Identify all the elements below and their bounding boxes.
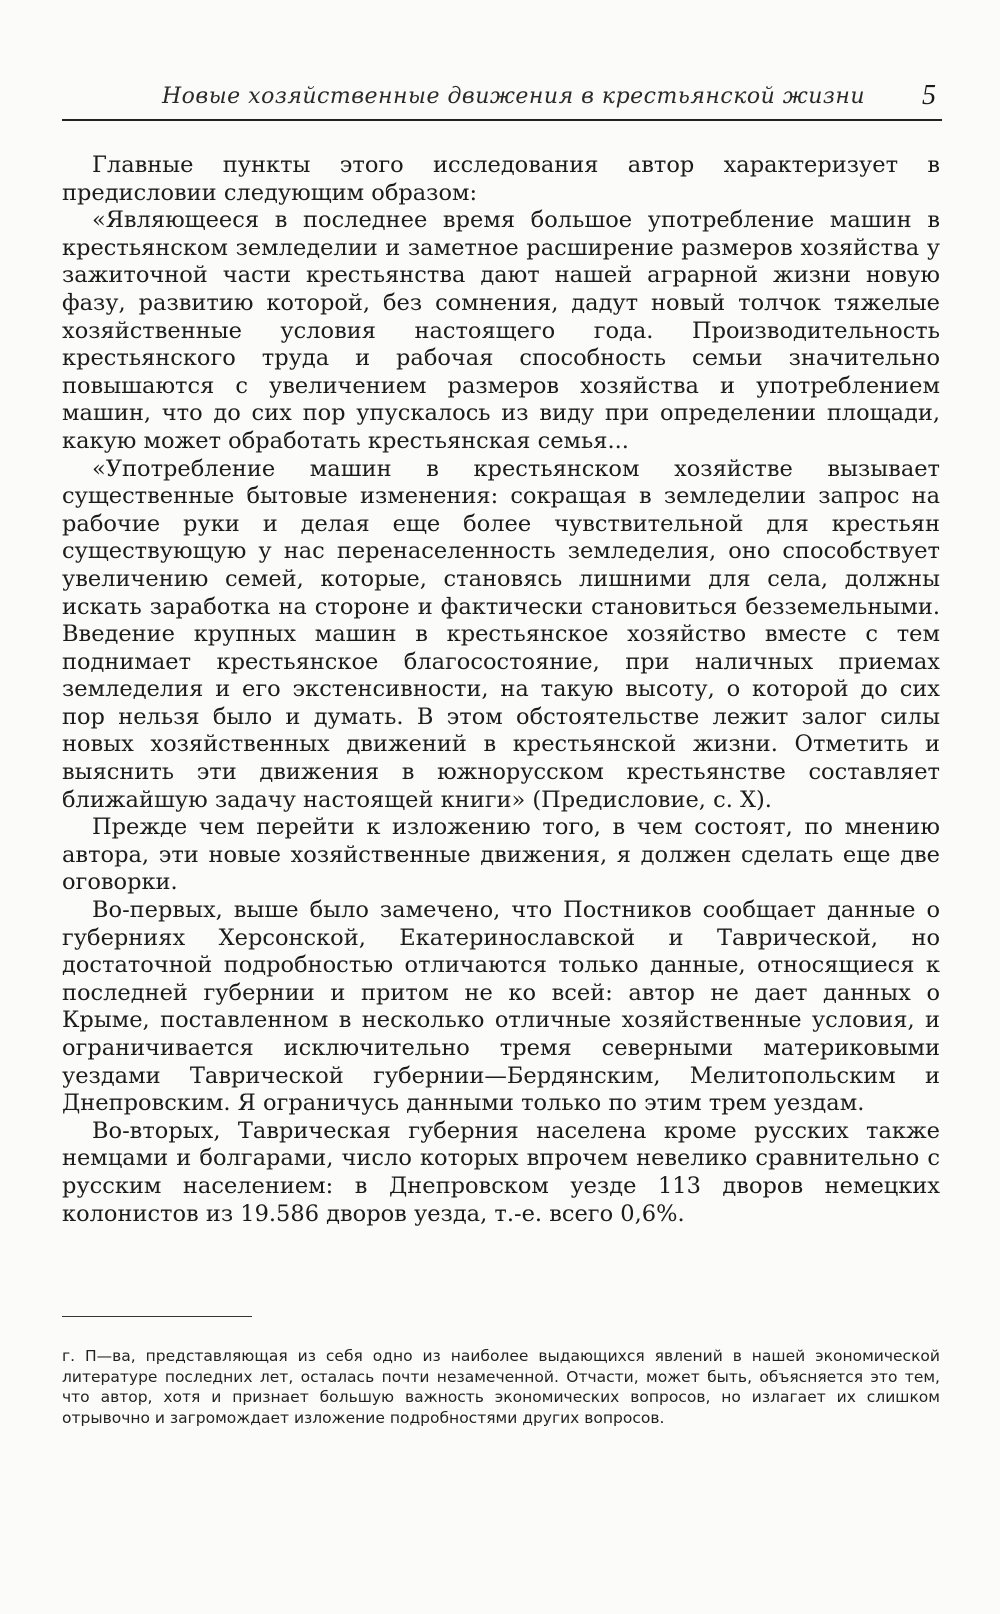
paragraph: Во-первых, выше было замечено, что Постников сообщает данные о губерниях Херсонской, Екатеринославской и Таврической, но достаточной подробностью отличаются только данные, относящиеся к последней губернии и притом не ко всей: автор не дает данных о Крыме, поставленном в несколько отличные хозяйственные условия, и ограничивается исключительно тремя северными материковыми уездами Таврической губернии—Бердянским, Мелитопольским и Днепровским. Я ограничусь данными только по этим трем уездам.	[62, 897, 940, 1117]
paragraph: «Являющееся в последнее время большое употребление машин в крестьянском земледелии и заметное расширение размеров хозяйства у зажиточной части крестьянства дают нашей аграрной жизни новую фазу, развитию которой, без сомнения, дадут новый толчок тяжелые хозяйственные условия настоящего года. Производительность крестьянского труда и рабочая способность семьи значительно повышаются с увеличением размеров хозяйства и употреблением машин, что до сих пор упускалось из виду при определении площади, какую может обработать крестьянская семья...	[62, 207, 940, 454]
running-head	[62, 78, 940, 114]
paragraph: Во-вторых, Таврическая губерния населена кроме русских также немцами и болгарами, число которых впрочем невелико сравнительно с русским населением: в Днепровском уезде 113 дворов немецких колонистов из 19.586 дворов уезда, т.-е. всего 0,6%.	[62, 1117, 940, 1227]
header-rule	[62, 119, 942, 121]
footnote-rule	[62, 1316, 252, 1317]
footnote	[62, 1346, 940, 1428]
paragraph: Прежде чем перейти к изложению того, в чем состоят, по мнению автора, эти новые хозяйственные движения, я должен сделать еще две оговорки.	[62, 814, 940, 896]
page-number: 5	[922, 80, 936, 111]
paragraph: Главные пункты этого исследования автор характеризует в предисловии следующим образом:	[62, 152, 940, 206]
footnote-text: г. П—ва, представляющая из себя одно из наиболее выдающихся явлений в нашей экономической литературе последних лет, осталась почти незамеченной. Отчасти, может быть, объясняется это тем, что автор, хотя и признает большую важность экономических вопросов, но излагает их слишком отрывочно и загромождает изложение подробностями других вопросов.	[62, 1347, 940, 1427]
main-text	[62, 152, 940, 1228]
running-title: Новые хозяйственные движения в крестьянской жизни	[162, 84, 866, 109]
paragraph: «Употребление машин в крестьянском хозяйстве вызывает существенные бытовые изменения: сокращая в земледелии запрос на рабочие руки и делая еще более чувствительной для крестьян существующую у нас перенаселенность земледелия, оно способствует увеличению семей, которые, становясь лишними для села, должны искать заработка на стороне и фактически становиться безземельными. Введение крупных машин в крестьянское хозяйство вместе с тем поднимает крестьянское благосостояние, при наличных приемах земледелия и его экстенсивности, на такую высоту, о которой до сих пор нельзя было и думать. В этом обстоятельстве лежит залог силы новых хозяйственных движений в крестьянской жизни. Отметить и выяснить эти движения в южнорусском крестьянстве составляет ближайшую задачу настоящей книги» (Предисловие, с. X).	[62, 455, 940, 813]
